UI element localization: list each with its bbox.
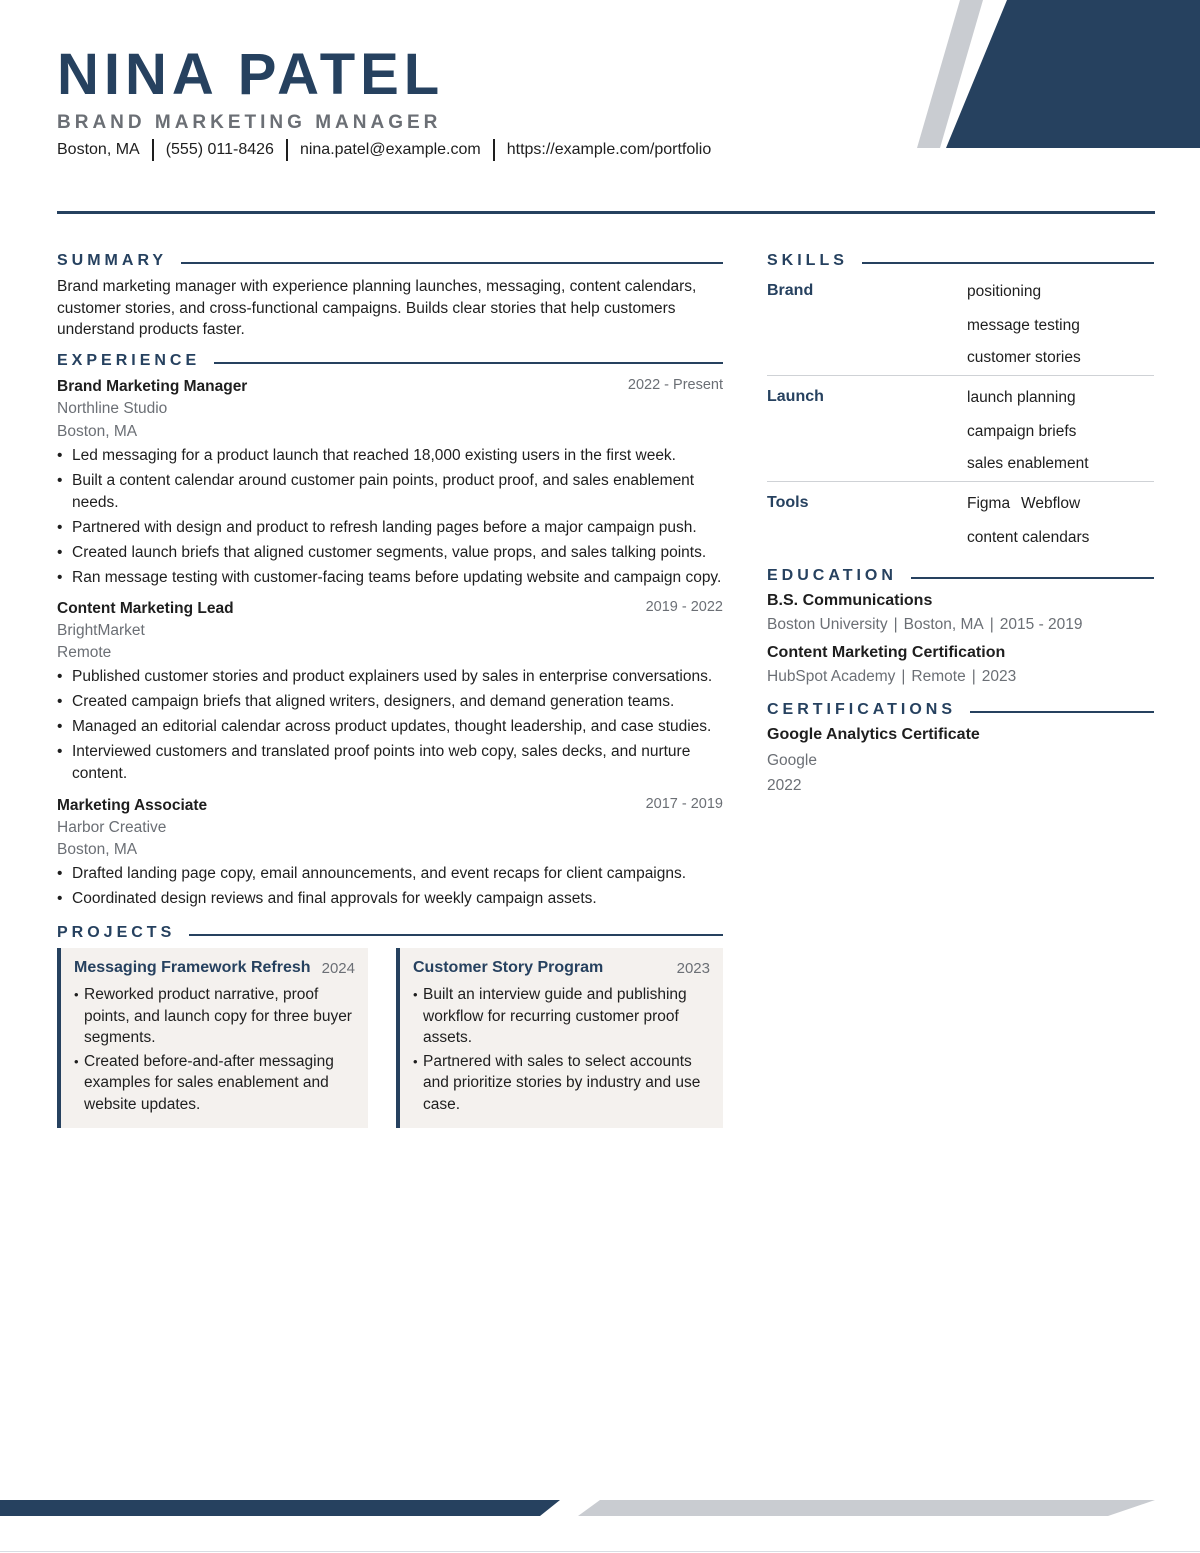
list-item: • Coordinated design reviews and final approvals for weekly campaign assets. xyxy=(57,888,723,910)
job-company: Northline Studio xyxy=(57,400,168,417)
project-bullets xyxy=(413,984,711,1117)
certifications-heading: CERTIFICATIONS xyxy=(767,700,1154,720)
job-dates: 2017 - 2019 xyxy=(645,796,723,812)
skill-category-tools: Tools xyxy=(767,494,809,511)
list-item: • Created campaign briefs that aligned writers, designers, and demand generation teams. xyxy=(57,691,723,713)
skill-category-brand: Brand xyxy=(767,282,814,299)
education-degree: B.S. Communications xyxy=(767,592,933,609)
project-title: Customer Story Program xyxy=(413,959,604,976)
skill-item: launch planning xyxy=(967,389,1076,406)
job-company: Harbor Creative xyxy=(57,819,167,836)
skill-item: customer stories xyxy=(967,349,1081,366)
list-item: • Interviewed customers and translated proof points into web copy, sales decks, and nurture content. xyxy=(57,741,723,784)
summary-heading: SUMMARY xyxy=(57,251,723,271)
list-item: • Built a content calendar around customer pain points, product proof, and sales enablement needs. xyxy=(57,470,723,513)
job-bullets xyxy=(57,666,723,788)
education-meta: Boston University | Boston, MA | 2015 - 2019 xyxy=(767,616,1083,633)
skill-item: campaign briefs xyxy=(967,423,1077,440)
education-dates: 2015 - 2019 xyxy=(999,616,1083,633)
project-card xyxy=(396,948,723,1128)
project-year: 2024 xyxy=(321,960,355,977)
job-bullets xyxy=(57,863,723,913)
job-title: Content Marketing Lead xyxy=(57,600,234,617)
contact-email[interactable]: nina.patel@example.com xyxy=(286,139,493,161)
experience-heading: EXPERIENCE xyxy=(57,351,723,371)
education-dates: 2023 xyxy=(981,668,1017,685)
skill-item: sales enablement xyxy=(967,455,1089,472)
project-bullets xyxy=(74,984,356,1117)
contact-portfolio-link[interactable]: https://example.com/portfolio xyxy=(493,139,724,161)
job-company: BrightMarket xyxy=(57,622,145,639)
certification-name: Google Analytics Certificate xyxy=(767,726,980,743)
job-title: Brand Marketing Manager xyxy=(57,378,248,395)
header-divider xyxy=(57,211,1155,214)
list-item: • Built an interview guide and publishing workflow for recurring customer proof assets. xyxy=(413,984,711,1049)
contact-phone[interactable]: (555) 011-8426 xyxy=(152,139,286,161)
education-degree: Content Marketing Certification xyxy=(767,644,1006,661)
job-title: Marketing Associate xyxy=(57,797,208,814)
job-bullets xyxy=(57,445,723,592)
education-school: HubSpot Academy xyxy=(767,668,896,685)
skill-item: positioning xyxy=(967,283,1042,300)
list-item: • Partnered with design and product to refresh landing pages before a major campaign push. xyxy=(57,517,723,539)
project-title: Messaging Framework Refresh xyxy=(74,959,311,976)
list-item: • Partnered with sales to select accounts and prioritize stories by industry and use case. xyxy=(413,1051,711,1116)
job-location: Boston, MA xyxy=(57,841,138,858)
job-location: Boston, MA xyxy=(57,423,138,440)
skill-item: content calendars xyxy=(967,529,1090,546)
footer-decoration xyxy=(0,1495,1200,1519)
job-dates: 2019 - 2022 xyxy=(645,599,723,615)
list-item: • Ran message testing with customer-facing teams before updating website and campaign copy. xyxy=(57,567,723,589)
list-item: • Published customer stories and product explainers used by sales in enterprise conversations. xyxy=(57,666,723,688)
contact-location: Boston, MA xyxy=(57,141,140,158)
list-item: • Created before-and-after messaging examples for sales enablement and website updates. xyxy=(74,1051,356,1116)
list-item: • Created launch briefs that aligned customer segments, value props, and sales talking points. xyxy=(57,542,723,564)
page-bottom-edge xyxy=(0,1551,1200,1552)
skill-item: message testing xyxy=(967,317,1080,334)
list-item: • Drafted landing page copy, email announcements, and event recaps for client campaigns. xyxy=(57,863,723,885)
certification-year: 2022 xyxy=(767,777,802,794)
candidate-name: NINA PATEL xyxy=(57,42,445,107)
contact-bar xyxy=(57,139,723,161)
list-item: • Managed an editorial calendar across product updates, thought leadership, and case studies. xyxy=(57,716,723,738)
skill-divider xyxy=(767,375,1154,376)
skills-heading: SKILLS xyxy=(767,251,1154,271)
education-location: Remote xyxy=(911,668,966,685)
projects-heading: PROJECTS xyxy=(57,923,723,943)
list-item: • Reworked product narrative, proof points, and launch copy for three buyer segments. xyxy=(74,984,356,1049)
skill-item: Figma xyxy=(967,495,1011,512)
certification-issuer: Google xyxy=(767,752,817,769)
education-location: Boston, MA xyxy=(903,616,984,633)
list-item: • Led messaging for a product launch that reached 18,000 existing users in the first week. xyxy=(57,445,723,467)
education-meta: HubSpot Academy | Remote | 2023 xyxy=(767,668,1017,685)
education-heading: EDUCATION xyxy=(767,566,1154,586)
skill-divider xyxy=(767,481,1154,482)
education-school: Boston University xyxy=(767,616,888,633)
summary-text: Brand marketing manager with experience planning launches, messaging, content calendars, customer stories, and cross-functional campaigns. Builds clear stories that help customers understand products faster. xyxy=(57,278,697,338)
project-card xyxy=(57,948,368,1128)
job-location: Remote xyxy=(57,644,112,661)
header-decoration xyxy=(900,0,1200,150)
job-dates: 2022 - Present xyxy=(627,377,723,393)
project-year: 2023 xyxy=(676,960,710,977)
job-role: BRAND MARKETING MANAGER xyxy=(57,112,442,133)
skill-item: Webflow xyxy=(1021,495,1081,512)
skill-category-launch: Launch xyxy=(767,388,824,405)
